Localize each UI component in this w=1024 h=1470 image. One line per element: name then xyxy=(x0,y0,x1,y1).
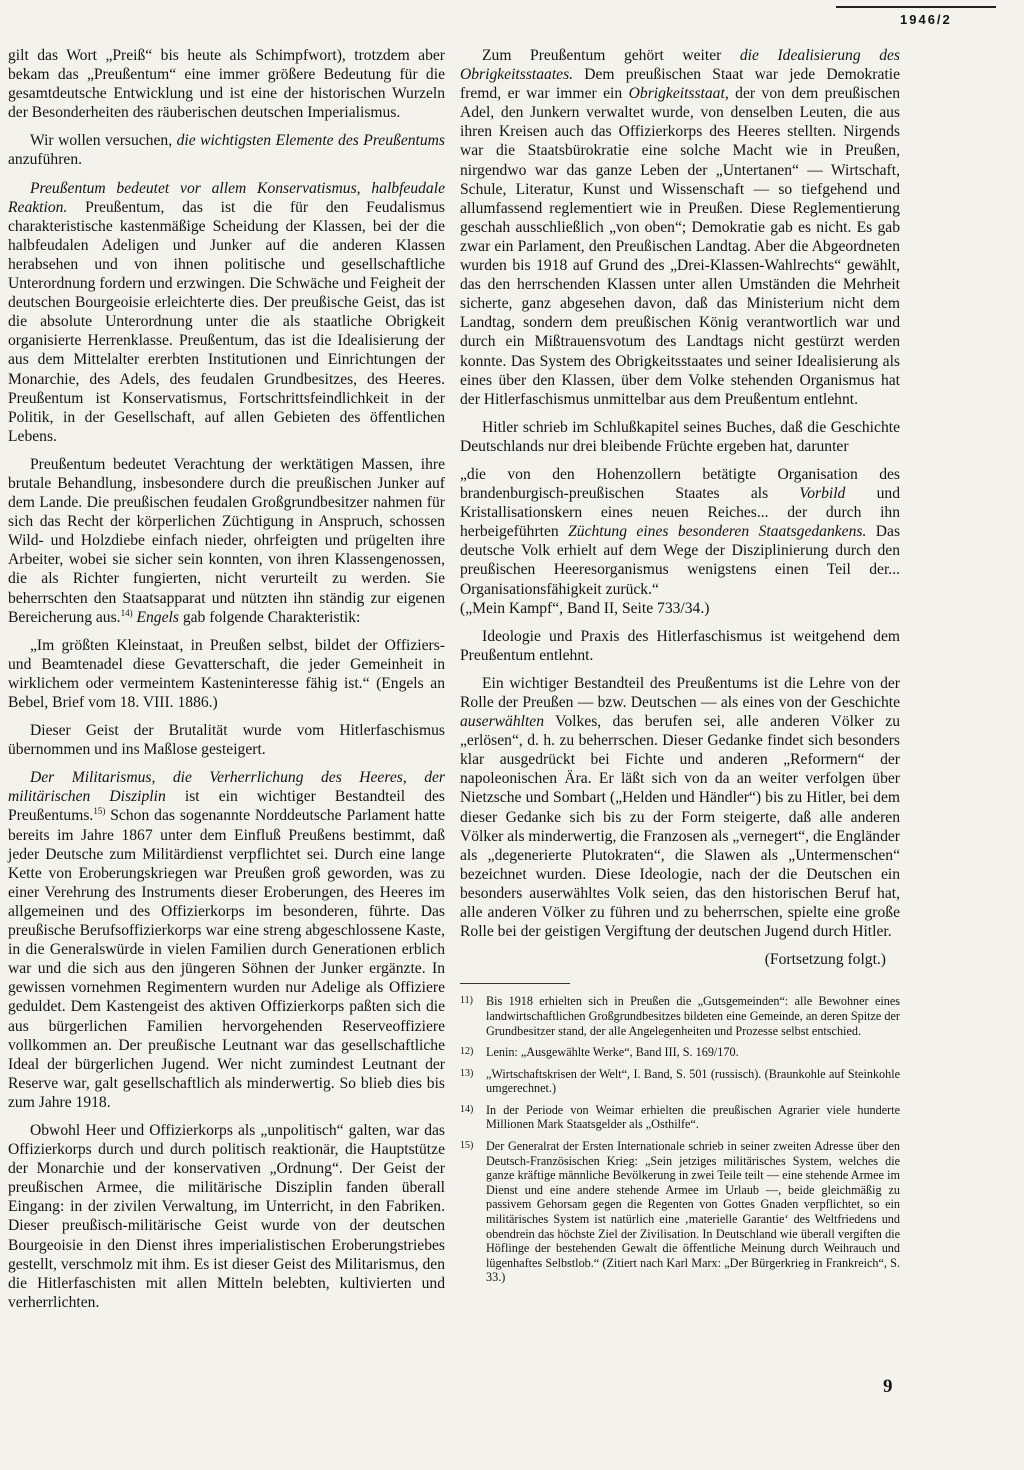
footnote xyxy=(460,1045,900,1060)
emphasis-text: Der Militarismus, die Verherrlichung des Heeres, der militärischen Disziplin xyxy=(8,769,445,806)
issue-number: 1946/2 xyxy=(900,12,952,27)
paragraph xyxy=(460,465,900,599)
footnote-number: 13) xyxy=(460,1067,474,1079)
footnote xyxy=(460,1103,900,1132)
paragraph xyxy=(8,636,445,712)
footnote-number: 15) xyxy=(460,1140,474,1152)
text-run: , der von dem preußischen Adel, den Junkern verwaltet wurde, von denselben Leuten, die aus ihren Kreisen auch das Offizierkorps des Heeres stellten. Nirgends war die Staatsbürokratie eine solche Macht wie in Preußen, nirgendwo war das ganze Leben der „Untertanen“ — Wirtschaft, Schule, Literatur, Kunst und Wissenschaft — so tiefgehend und allumfassend reglementiert wie in Preußen. Diese Reglementierung geschah ausschließlich „von oben“; Demokratie gab es nicht. Es gab zwar ein Parlament, den Preußischen Landtag. Aber die Abgeordneten wurden bis 1918 auf Grund des „Drei-Klassen-Wahlrechts“ gewählt, das den herrschenden Klassen unter allen Umständen die Mehrheit sicherte, ganz abgesehen davon, daß das Ministerium nicht dem Landtag, sondern dem preußischen König verantwortlich war und durch ein Mißtrauensvotum des Landtags nicht gestürzt werden konnte. Das System des Obrigkeitsstaates und seiner Idealisierung als eines über den Klassen, über dem Volke stehenden Organismus hat der Hitlerfaschismus unmittelbar aus dem Preußentum entlehnt. xyxy=(460,85,901,408)
footnote-ref: 14) xyxy=(120,607,133,618)
text-run: Ideologie und Praxis des Hitlerfaschismus ist weitgehend dem Preußentum entlehnt. xyxy=(460,627,900,664)
paragraph xyxy=(8,768,445,1112)
paragraph xyxy=(460,418,900,456)
paragraph xyxy=(460,950,900,969)
footnote-text: Der Generalrat der Ersten Internationale schrieb in seiner zweiten Adresse über den Deutsch-Französischen Krieg: „Sein jetziges militärisches System, welches die ganze kräftige männliche Bevölkerung in zwei Teile teilt — eine stehende Armee im Dienst und eine andere stehende Armee im Urlaub —, beide gleichmäßig zu passivem Gehorsam gegen die Regenten von Gottes Gnaden verpflichtet, so ein militärisches System ist natürlich eine ‚materielle Garantie‘ des Weltfriedens und obendrein das höchste Ziel der Zivilisation. In Deutschland wie überall vergiften die Höflinge der bestehenden Gewalt die öffentliche Meinung durch Weihrauch und lügenhaftes Selbstlob.“ (Zitiert nach Karl Marx: „Der Bürgerkrieg in Frankreich“, S. 33.) xyxy=(486,1139,900,1285)
text-run: Preußentum, das ist die für den Feudalismus charakteristische kastenmäßige Scheidung der Klassen, bei der die halbfeudalen Adeligen und Junker auf die anderen Klassen herabsehen und von ihnen politische und gesellschaftliche Unterordnung fordern und erzwingen. Die Schwäche und Feigheit der deutschen Bourgeoisie erleichterte dies. Der preußische Geist, das ist die absolute Unterordnung unter die als staatliche Obrigkeit organisierte Herrenklasse. Preußentum, das ist die Idealisierung der aus dem Mittelalter ererbten Institutionen und Einrichtungen der Monarchie, des Adels, des feudalen Grundbesitzes, des Heeres. Preußentum ist Konservatismus, Fortschrittsfeindlichkeit in der Politik, in der Gesellschaft, auf allen Gebieten des öffentlichen Lebens. xyxy=(8,198,445,445)
paragraph xyxy=(460,627,900,665)
text-run: Volkes, das berufen sei, alle anderen Völker zu „erlösen“, d. h. zu beherrschen. Dieser Gedanke findet sich besonders klar ausgedrückt bei Fichte und anderen „Reformern“ der napoleonischen Ära. Er läßt sich von da an weiter verfolgen über Nietzsche und Sombart („Helden und Händler“) bis zu Hitler, bei dem dieser Gedanke sich bis zu der Form steigerte, daß alle anderen Völker als minderwertig, die Franzosen als „vernegert“, die Engländer als „degenerierte Plutokraten“, die Slawen als „Untermenschen“ bezeichnet wurden. Diese Ideologie, nach der die Deutschen ein besonders auserwähltes Volk seien, das den historischen Beruf hat, alle anderen Völker zu führen und zu beherrschen, spielte eine große Rolle bei der geistigen Vergiftung der deutschen Jugend durch Hitler. xyxy=(460,713,900,941)
emphasis-text: Vorbild xyxy=(799,485,846,503)
footnote-text: In der Periode von Weimar erhielten die preußischen Agrarier viele hunderte Millionen Mark Staatsgelder als „Osthilfe“. xyxy=(486,1102,900,1132)
paragraph xyxy=(8,455,445,627)
emphasis-text: die Idealisierung des Obrigkeitsstaates. xyxy=(460,47,900,84)
footnote-text: Bis 1918 erhielten sich in Preußen die „Gutsgemeinden“: alle Bewohner eines landwirtschaftlichen Großgrundbesitzes bildeten eine Gemeinde, an deren Spitze der Grundbesitzer stand, der alle Angelegenheiten und Prozesse selbst entschied. xyxy=(486,994,900,1038)
emphasis-text: Züchtung eines besonderen Staatsgedankens. xyxy=(568,523,867,541)
text-run: Hitler schrieb im Schlußkapitel seines Buches, daß die Geschichte Deutschlands nur drei bleibende Früchte ergeben hat, darunter xyxy=(460,418,900,455)
footnote-ref: 15) xyxy=(93,806,106,817)
text-run: ist ein wichtiger Bestandteil des Preußentums. xyxy=(8,788,446,825)
paragraph xyxy=(8,721,445,759)
text-run: gilt das Wort „Preiß“ bis heute als Schimpfwort), trotzdem aber bekam das „Preußentum“ eine immer größere Bedeutung für die gesamtdeutsche Entwicklung und ist eine der historischen Wurzeln der Besonderheiten des räuberischen deutschen Imperialismus. xyxy=(8,47,445,122)
text-run: anzuführen. xyxy=(8,151,83,169)
text-run: Dieser Geist der Brutalität wurde vom Hitlerfaschismus übernommen und ins Maßlose gesteigert. xyxy=(8,722,445,759)
text-run: und Kristallisationskern eines neuen Reiches... der durch ihn herbeigeführten xyxy=(460,485,900,541)
page-number: 9 xyxy=(883,1376,893,1397)
footnote xyxy=(460,1139,900,1285)
footnote xyxy=(460,1067,900,1096)
text-run: gab folgende Charakteristik: xyxy=(178,608,361,626)
text-run: „die von den Hohenzollern betätigte Organisation des brandenburgisch-preußischen Staates als xyxy=(460,465,900,503)
footnote-number: 12) xyxy=(460,1046,474,1058)
text-run: Wir wollen versuchen, xyxy=(30,132,177,150)
text-run: Schon das sogenannte Norddeutsche Parlament hatte bereits im Jahre 1867 unter dem Einfluß Preußens bestimmt, daß jeder Deutsche zum Militärdienst verpflichtet sei. Durch eine lange Kette von Eroberungskriegen war Preußen groß geworden, was zu einer Verehrung des Instruments dieser Eroberungen, des Heeres im allgemeinen und des Offizierkorps im besonderen, führte. Das preußische Berufsoffizierkorps war eine streng abgeschlossene Kaste, in die Generalswürde in vielen Familien durch Generationen erblich war und die sich aus den jüngeren Söhnen der Junker ergänzte. In gewissen vornehmen Regimentern wurden nur Adelige als Offiziere geduldet. Dem Kastengeist des aktiven Offizierkorps paßten sich die aus bürgerlichen Familien hervorgehenden Reserveoffiziere vollkommen an. Der preußische Leutnant war das gesellschaftliche Ideal der bürgerlichen Jugend. Wer nicht zumindest Leutnant der Reserve war, galt gesellschaftlich als minderwertig. So blieb dies bis zum Jahre 1918. xyxy=(8,807,445,1111)
text-run: Ein wichtiger Bestandteil des Preußentums ist die Lehre von der Rolle der Preußen — bzw. Deutschen — als eines von der Geschichte xyxy=(460,674,900,711)
paragraph xyxy=(460,46,900,409)
paragraph xyxy=(8,179,445,446)
text-run: Preußentum bedeutet Verachtung der werktätigen Massen, ihre brutale Behandlung, insbesondere durch die preußischen Junker auf dem Lande. Die preußischen feudalen Großgrundbesitzer nahmen für sich das Recht der körperlichen Züchtigung in Anspruch, schossen Wild- und Holzdiebe einfach nieder, ohrfeigten und prügelten ihre Arbeiter, wobei sie sicher sein konnten, von ihren Klassengenossen, die als Richter fungierten, nicht verurteilt zu werden. Sie beherrschten den Staatsapparat und nützten ihn ständig zur eigenen Bereicherung aus. xyxy=(8,455,445,626)
emphasis-text: Preußentum bedeutet vor allem Konservatismus, halbfeudale Reaktion. xyxy=(8,179,445,216)
emphasis-text: die wichtigsten Elemente des Preußentums xyxy=(176,132,445,150)
footnote-text: „Wirtschaftskrisen der Welt“, I. Band, S. 501 (russisch). (Braunkohle auf Steinkohle umgerechnet.) xyxy=(486,1066,900,1096)
paragraph xyxy=(8,1121,445,1312)
text-run: Das deutsche Volk erhielt auf dem Wege der Disziplinierung durch den preußischen Heeresorganismus wenigstens einen Teil der... Organisationsfähigkeit zurück.“ xyxy=(460,523,901,598)
text-run: („Mein Kampf“, Band II, Seite 733/34.) xyxy=(460,599,710,617)
right-column xyxy=(460,46,900,1292)
paragraph xyxy=(460,599,900,618)
paragraph xyxy=(8,46,445,122)
left-column xyxy=(8,46,445,1321)
text-run: „Im größten Kleinstaat, in Preußen selbst, bildet der Offiziers- und Beamtenadel diese Gevatterschaft, die jeder Gemeinheit in wirklichem oder vermeintem Kasteninteresse fähig ist.“ (Engels an Bebel, Brief vom 18. VIII. 1886.) xyxy=(8,636,445,711)
footnote-text: Lenin: „Ausgewählte Werke“, Band III, S. 169/170. xyxy=(486,1045,739,1060)
text-run: Dem preußischen Staat war jede Demokratie fremd, er war immer ein xyxy=(460,66,900,103)
text-run: Obwohl Heer und Offizierkorps als „unpolitisch“ galten, war das Offizierkorps durch und durch politisch reaktionär, die Hauptstütze der Monarchie und der konservativen „Ordnung“. Der Geist der preußischen Armee, die militärische Disziplin fanden überall Eingang: in der zivilen Verwaltung, im Unterricht, in den Fabriken. Dieser preußisch-militärische Geist wurde von der deutschen Bourgeoisie in den Dienst ihres imperialistischen Eroberungstriebes gestellt, verschmolz mit ihm. Es ist dieser Geist des Militarismus, den die Hitlerfaschisten mit allen Mitteln belebten, kultivierten und verherrlichten. xyxy=(8,1121,445,1311)
emphasis-text: auserwählten xyxy=(460,713,545,731)
emphasis-text: Obrigkeitsstaat xyxy=(628,85,725,103)
footnotes xyxy=(460,994,900,1285)
footnote xyxy=(460,994,900,1038)
text-run: Zum Preußentum gehört weiter xyxy=(482,47,740,64)
text-run: (Fortsetzung folgt.) xyxy=(764,951,886,969)
emphasis-text: Engels xyxy=(136,608,179,626)
paragraph xyxy=(460,674,900,941)
paragraph xyxy=(8,131,445,169)
header-rule xyxy=(836,0,996,8)
footnote-number: 11) xyxy=(460,995,473,1007)
footnote-number: 14) xyxy=(460,1103,474,1115)
footnote-divider xyxy=(460,983,570,984)
right-column-body xyxy=(460,46,900,969)
